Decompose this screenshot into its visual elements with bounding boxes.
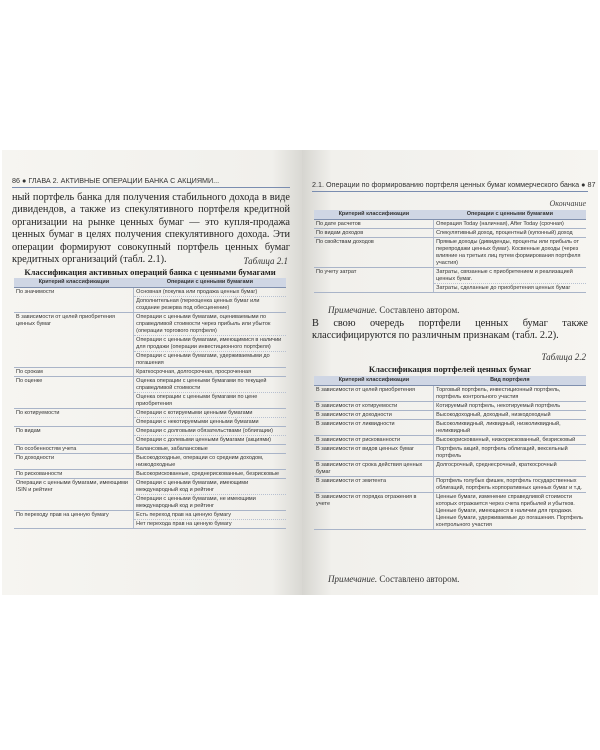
left-body-text: ный портфель банка для получения стабильного дохода в виде дивидендов, а также из спекулятивного портфеля кредитной организации на рынке ценных бумаг — это купля-продажа ценных бумаг в целях получения спекулятивного дохода. Эти операции формируют совокупный портфель ценных бумаг кредитных организаций (табл. 2.1). xyxy=(12,192,290,266)
criterion-cell: В зависимости от целей приобретения ценных бумаг xyxy=(14,313,134,368)
value-cell: Портфель акций, портфель облигаций, вексельный портфель xyxy=(434,445,586,461)
table-row xyxy=(14,511,286,520)
table-row xyxy=(314,220,586,229)
criterion-cell: По особенностям учета xyxy=(14,445,134,454)
value-cell: Краткосрочная, долгосрочная, просроченная xyxy=(134,368,286,377)
value-cell: Высокорискованные, среднерискованные, безрисковые xyxy=(134,470,286,479)
criterion-cell: По значимости xyxy=(14,288,134,313)
criterion-cell: По срокам xyxy=(14,368,134,377)
value-cell: Операции с ценными бумагами, имеющимися в наличии для продажи (операции инвестиционного портфеля) xyxy=(134,336,286,352)
value-cell: Есть переход прав на ценную бумагу xyxy=(134,511,286,520)
table-row xyxy=(314,436,586,445)
table-header-operations: Операции с ценными бумагами xyxy=(134,278,286,288)
criterion-cell: В зависимости от видов ценных бумаг xyxy=(314,445,434,461)
value-cell: Высокодоходные, операции со средним доходом, низкодоходные xyxy=(134,454,286,470)
value-cell: Операции с котируемыми ценными бумагами xyxy=(134,409,286,418)
table-row xyxy=(314,386,586,402)
criterion-cell: По учету затрат xyxy=(314,268,434,293)
value-cell: Прямые доходы (дивиденды, проценты или прибыль от перепродажи ценных бумаг). Косвенные доходы (через влияние на третьих лиц путем формирования портфеля участия) xyxy=(434,238,586,268)
table-row xyxy=(14,377,286,393)
criterion-cell: По котируемости xyxy=(14,409,134,427)
table-row xyxy=(14,409,286,418)
value-cell: Котируемый портфель, некотируемый портфель xyxy=(434,402,586,411)
table-row xyxy=(314,402,586,411)
criterion-cell: По переходу прав на ценную бумагу xyxy=(14,511,134,529)
value-cell: Затраты, сделанные до приобретения ценных бумаг xyxy=(434,284,586,293)
value-cell: Нет перехода прав на ценную бумагу xyxy=(134,520,286,529)
table-row xyxy=(14,470,286,479)
table-2-2-label: Таблица 2.2 xyxy=(541,352,586,362)
value-cell: Высоколиквидный, ликвидный, низколиквидный, неликвидный xyxy=(434,420,586,436)
criterion-cell: По дате расчетов xyxy=(314,220,434,229)
table-row xyxy=(314,411,586,420)
table-2-2 xyxy=(314,376,586,530)
table-header-criterion: Критерий классификации xyxy=(314,210,434,220)
table-row xyxy=(314,493,586,530)
criterion-cell: Операции с ценными бумагами, имеющими ISIN и рейтинг xyxy=(14,479,134,511)
value-cell: Оценка операции с ценными бумагами по цене приобретения xyxy=(134,393,286,409)
value-cell: Затраты, связанные с приобретением и реализацией ценных бумаг. xyxy=(434,268,586,284)
criterion-cell: В зависимости от ликвидности xyxy=(314,420,434,436)
table-row xyxy=(314,238,586,268)
right-page-header: 2.1. Операции по формированию портфеля ценных бумаг коммерческого банка ● 87 xyxy=(312,180,596,189)
criterion-cell: В зависимости от целей приобретения xyxy=(314,386,434,402)
note-1-label: Примечание. xyxy=(328,305,378,315)
value-cell: Спекулятивный доход, процентный (купонный) доход xyxy=(434,229,586,238)
value-cell: Операция Today (наличная), After Today (срочная) xyxy=(434,220,586,229)
value-cell: Операции с долговыми обязательствами (облигации) xyxy=(134,427,286,436)
criterion-cell: В зависимости от доходности xyxy=(314,411,434,420)
value-cell: Балансовые, забалансовые xyxy=(134,445,286,454)
right-page xyxy=(302,150,598,595)
criterion-cell: В зависимости от эмитента xyxy=(314,477,434,493)
note-2 xyxy=(328,574,459,584)
table-2-1-continued xyxy=(314,210,586,293)
value-cell: Высокодоходный, доходный, низкодоходный xyxy=(434,411,586,420)
table-row xyxy=(314,268,586,284)
table-row xyxy=(14,445,286,454)
table-2-1-label: Таблица 2.1 xyxy=(243,256,288,266)
note-1-text: Составлено автором. xyxy=(379,305,460,315)
table-row xyxy=(14,479,286,495)
value-cell: Основная (покупка или продажа ценных бумаг) xyxy=(134,288,286,297)
criterion-cell: В зависимости от срока действия ценных бумаг xyxy=(314,461,434,477)
value-cell: Операции с ценными бумагами, имеющими международный код и рейтинг xyxy=(134,479,286,495)
table-header-portfolio-type: Вид портфеля xyxy=(434,376,586,386)
value-cell: Операции с ценными бумагами, оцениваемыми по справедливой стоимости через прибыль или убыток (операции торгового портфеля) xyxy=(134,313,286,336)
table-2-1 xyxy=(14,278,286,529)
criterion-cell: По рискованности xyxy=(14,470,134,479)
note-2-text: Составлено автором. xyxy=(379,574,460,584)
criterion-cell: По оценке xyxy=(14,377,134,409)
value-cell: Ценные бумаги, изменение справедливой стоимости которых отражается через счета прибылей и убытков. Ценные бумаги, имеющиеся в наличии для продажи. Ценные бумаги, удерживаемые до погашения. Портфель контрольного участия xyxy=(434,493,586,530)
value-cell: Дополнительная (переоценка ценных бумаг или создание резерва под обесценение) xyxy=(134,297,286,313)
criterion-cell: По видам доходов xyxy=(314,229,434,238)
table-row xyxy=(14,288,286,297)
table-2-2-title: Классификация портфелей ценных бумаг xyxy=(368,364,532,374)
left-header-rule xyxy=(12,187,290,188)
value-cell: Операции с ценными бумагами, не имеющими международный код и рейтинг xyxy=(134,495,286,511)
right-header-rule xyxy=(312,191,588,192)
table-header-criterion: Критерий классификации xyxy=(14,278,134,288)
table-row xyxy=(14,313,286,336)
table-row xyxy=(314,445,586,461)
criterion-cell: В зависимости от рискованности xyxy=(314,436,434,445)
table-row xyxy=(314,420,586,436)
table-header-operations: Операции с ценными бумагами xyxy=(434,210,586,220)
note-2-label: Примечание. xyxy=(328,574,378,584)
table-header-criterion: Критерий классификации xyxy=(314,376,434,386)
table-row xyxy=(14,427,286,436)
table-row xyxy=(314,461,586,477)
value-cell: Высокорискованный, низкорискованный, безрисковый xyxy=(434,436,586,445)
value-cell: Оценка операции с ценными бумагами по текущей справедливой стоимости xyxy=(134,377,286,393)
table-row xyxy=(14,454,286,470)
value-cell: Операции с ценными бумагами, удерживаемыми до погашения xyxy=(134,352,286,368)
value-cell: Операции с долевыми ценными бумагами (акциями) xyxy=(134,436,286,445)
value-cell: Торговый портфель, инвестиционный портфель, портфель контрольного участия xyxy=(434,386,586,402)
criterion-cell: По свойствам доходов xyxy=(314,238,434,268)
table-2-1-title: Классификация активных операций банка с ценными бумагами xyxy=(24,267,276,277)
left-page-header: 86 ● ГЛАВА 2. АКТИВНЫЕ ОПЕРАЦИИ БАНКА С АКЦИЯМИ... xyxy=(12,176,220,185)
criterion-cell: По доходности xyxy=(14,454,134,470)
criterion-cell: В зависимости от порядка отражения в учете xyxy=(314,493,434,530)
right-body-text: В свою очередь портфели ценных бумаг также классифицируются по различным признакам (табл. 2.2). xyxy=(312,318,588,342)
criterion-cell: В зависимости от котируемости xyxy=(314,402,434,411)
criterion-cell: По видам xyxy=(14,427,134,445)
note-1 xyxy=(328,305,459,315)
continuation-label: Окончание xyxy=(549,199,586,208)
table-row xyxy=(314,477,586,493)
table-row xyxy=(314,229,586,238)
value-cell: Операции с некотируемыми ценными бумагами xyxy=(134,418,286,427)
value-cell: Портфель голубых фишек, портфель государственных облигаций, портфель корпоративных ценных бумаг и т.д. xyxy=(434,477,586,493)
left-page xyxy=(2,150,302,595)
table-row xyxy=(14,368,286,377)
value-cell: Долгосрочный, среднесрочный, краткосрочный xyxy=(434,461,586,477)
